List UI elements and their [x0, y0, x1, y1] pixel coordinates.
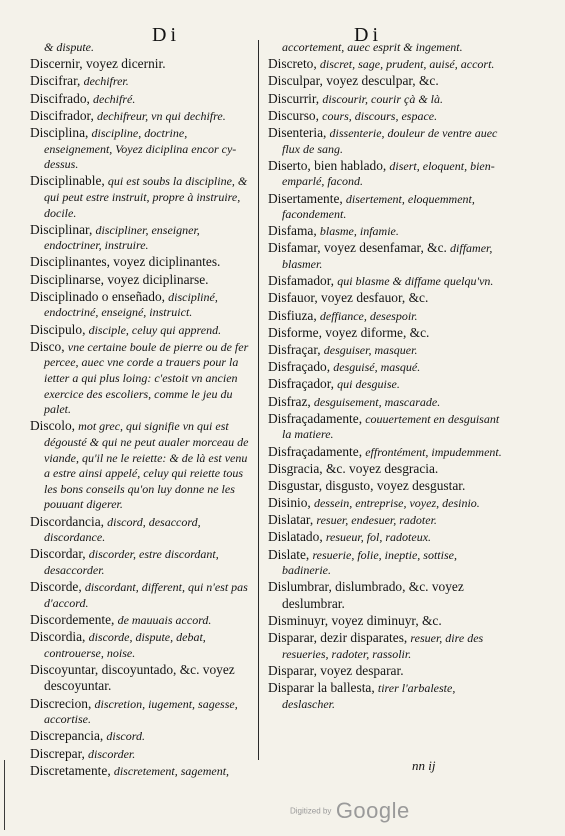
entry-headword: Discurrir,	[268, 90, 320, 106]
dictionary-entry	[268, 125, 504, 157]
entry-translation: discretement, sagement,	[113, 763, 230, 778]
entry-translation: dissenterie, douleur de ventre auec flux de sang.	[282, 125, 498, 156]
entry-translation: desguiser, masquer.	[323, 343, 418, 357]
dictionary-entry	[30, 289, 252, 321]
entry-headword: Discolo,	[30, 418, 76, 434]
dictionary-entry	[268, 240, 504, 272]
dictionary-entry	[268, 630, 504, 662]
dictionary-entry	[30, 173, 252, 221]
entry-headword: Disculpar, voyez desculpar, &c.	[268, 73, 439, 89]
entry-translation: disciple, celuy qui apprend.	[88, 322, 222, 337]
entry-translation: vne certaine boule de pierre ou de fer percee, auec vne corde a trauers pour la ietter a qui plus loing: c'estoit vn ancien exercice des escoliers, comme le jeu du palet.	[44, 339, 249, 417]
entry-translation: mot grec, qui signifie vn qui est dégousté & qui ne peut aualer morceau de viande, qu'il ne le reiette: & de là est venu a estre ainsi appelé, celuy qui reiette tous les bons conseils qu'on luy donne ne les pouuant digerer.	[44, 419, 249, 512]
entry-headword: Discifrado,	[30, 90, 90, 106]
dictionary-entry	[268, 191, 504, 223]
entry-headword: Disinio,	[268, 495, 311, 511]
entry-translation: discipliné, endoctriné, enseigné, instruict.	[44, 289, 218, 320]
entry-translation: accortement, auec esprit & ingement.	[282, 40, 463, 54]
dictionary-entry	[30, 339, 252, 418]
dictionary-entry	[30, 728, 252, 745]
entry-translation: resuer, dire des resueries, radoter, rassolir.	[282, 631, 484, 661]
entry-headword: Disfamador,	[268, 273, 335, 289]
running-head-left: Di	[152, 24, 180, 46]
entry-translation: discord, desaccord, discordance.	[44, 514, 201, 545]
dictionary-entry	[30, 612, 252, 629]
dictionary-entry	[268, 461, 504, 478]
dictionary-entry	[30, 322, 252, 339]
entry-headword: Disenteria,	[268, 124, 327, 140]
dictionary-entry	[268, 411, 504, 443]
dictionary-entry	[30, 418, 252, 513]
entry-headword: Dislatar,	[268, 512, 314, 528]
dictionary-entry	[30, 629, 252, 661]
dictionary-entry	[268, 478, 504, 495]
dictionary-entry	[268, 579, 504, 612]
entry-headword: Discrepar,	[30, 745, 85, 761]
dictionary-entry	[268, 663, 504, 680]
entry-translation: dechifreur, vn qui dechifre.	[96, 108, 226, 123]
entry-headword: Disco,	[30, 338, 65, 354]
entry-translation: discorder.	[88, 746, 136, 761]
dictionary-entry	[268, 342, 504, 359]
dictionary-entry	[30, 546, 252, 578]
entry-headword: Disfamar, voyez desenfamar, &c.	[268, 240, 447, 256]
dictionary-entry	[30, 763, 252, 780]
entry-headword: Discifrar,	[30, 73, 81, 89]
entry-headword: Disfraçar,	[268, 342, 321, 357]
running-head-right: Di	[354, 24, 382, 46]
signature-mark: nn ij	[412, 758, 436, 773]
entry-headword: Disfraçadamente,	[268, 443, 363, 459]
entry-translation: discret, sage, prudent, auisé, accort.	[319, 57, 495, 72]
dictionary-entry	[268, 223, 504, 240]
dictionary-entry	[30, 254, 252, 271]
entry-headword: Discrepancia,	[30, 728, 104, 744]
dictionary-entry	[268, 394, 504, 411]
entry-headword: Disciplinar,	[30, 221, 93, 237]
dictionary-entry	[268, 547, 504, 579]
dictionary-entry	[30, 222, 252, 254]
dictionary-entry	[30, 56, 252, 73]
dictionary-entry	[268, 444, 504, 461]
entry-headword: Disfraçador,	[268, 376, 335, 392]
entry-translation: resuerie, folie, ineptie, sottise, badinerie.	[282, 547, 457, 578]
entry-translation: discord.	[106, 729, 145, 744]
watermark-prefix: Digitized by	[290, 806, 332, 816]
entry-headword: Disgustar, disgusto, voyez desgustar.	[268, 477, 466, 493]
entry-headword: Disminuyr, voyez diminuyr, &c.	[268, 613, 442, 629]
dictionary-entry	[30, 662, 252, 695]
dictionary-entry	[30, 514, 252, 546]
entry-translation: dessein, entreprise, voyez, desinio.	[313, 496, 480, 511]
entry-headword: Disfama,	[268, 223, 317, 239]
entry-headword: Discordia,	[30, 629, 86, 645]
entry-translation: deffiance, desespoir.	[319, 308, 418, 323]
entry-headword: Disciplinable,	[30, 173, 105, 189]
entry-translation: disertement, eloquemment, facondement.	[282, 191, 475, 222]
entry-headword: Disfraz,	[268, 393, 311, 409]
entry-headword: Disforme, voyez diforme, &c.	[268, 324, 430, 340]
entry-translation: resuer, endesuer, radoter.	[316, 513, 437, 528]
entry-headword: Discurso,	[268, 107, 319, 123]
entry-headword: Disparar la ballesta,	[268, 680, 375, 696]
dictionary-entry	[268, 56, 504, 73]
dictionary-entry	[268, 273, 504, 290]
dictionary-entry	[268, 40, 504, 56]
dictionary-entry	[268, 91, 504, 108]
entry-translation: dechifrer.	[83, 74, 129, 89]
dictionary-entry	[30, 746, 252, 763]
entry-headword: Disfiuza,	[268, 307, 317, 323]
entry-headword: Discernir, voyez dicernir.	[30, 56, 166, 72]
entry-translation: & dispute.	[44, 40, 94, 54]
dictionary-entry	[268, 108, 504, 125]
entry-translation: discipliner, enseigner, endoctriner, instruire.	[44, 222, 200, 253]
dictionary-entry	[268, 325, 504, 342]
entry-headword: Disciplinado o enseñado,	[30, 288, 165, 304]
entry-headword: Dislumbrar, dislumbrado, &c. voyez deslumbrar.	[268, 579, 464, 612]
digitized-watermark	[290, 798, 410, 824]
entry-headword: Discordar,	[30, 546, 86, 562]
dictionary-entry	[268, 290, 504, 307]
dictionary-entry	[268, 359, 504, 376]
dictionary-entry	[30, 696, 252, 728]
page-edge-line	[4, 760, 5, 830]
entry-translation: qui desguise.	[337, 377, 400, 392]
entry-translation: qui est soubs la discipline, & qui peut estre instruit, propre à instruire, docile.	[44, 174, 248, 220]
entry-headword: Discipulo,	[30, 321, 86, 337]
dictionary-entry	[268, 529, 504, 546]
dictionary-entry	[268, 512, 504, 529]
entry-translation: qui blasme & diffame quelqu'vn.	[337, 274, 494, 289]
dictionary-entry	[30, 108, 252, 125]
entry-headword: Discifrador,	[30, 107, 94, 123]
entry-headword: Diserto, bien hablado,	[268, 157, 387, 173]
entry-headword: Disfraçado,	[268, 359, 331, 375]
entry-headword: Discretamente,	[30, 762, 111, 778]
dictionary-entry	[268, 613, 504, 630]
dictionary-entry	[268, 376, 504, 393]
entry-headword: Disgracia, &c. voyez desgracia.	[268, 460, 439, 476]
entry-headword: Discoyuntar, discoyuntado, &c. voyez descoyuntar.	[30, 661, 235, 694]
column-divider	[258, 40, 259, 760]
dictionary-entry	[268, 680, 504, 712]
entry-headword: Dislate,	[268, 546, 310, 562]
entry-translation: discourir, courir çà & là.	[322, 91, 443, 106]
entry-headword: Disparar, dezir disparates,	[268, 630, 408, 646]
dictionary-entry	[268, 308, 504, 325]
entry-translation: effrontément, impudemment.	[365, 444, 502, 459]
entry-headword: Disfauor, voyez desfauor, &c.	[268, 290, 429, 306]
left-column	[30, 40, 252, 780]
entry-headword: Disertamente,	[268, 190, 343, 206]
dictionary-entry	[268, 495, 504, 512]
entry-headword: Disparar, voyez desparar.	[268, 663, 404, 679]
entry-translation: blasme, infamie.	[319, 224, 399, 239]
dictionary-entry	[30, 272, 252, 289]
entry-translation: diffamer, blasmer.	[282, 241, 493, 272]
entry-translation: couuertement en desguisant la matiere.	[282, 411, 500, 442]
dictionary-entry	[30, 125, 252, 173]
watermark-brand: Google	[335, 798, 410, 823]
entry-translation: cours, discours, espace.	[322, 108, 438, 123]
dictionary-entry	[30, 91, 252, 108]
entry-translation: desguisement, mascarade.	[313, 394, 441, 409]
entry-translation: discorde, dispute, debat, controuerse, noise.	[44, 630, 206, 660]
entry-translation: discipline, doctrine, enseignement, Voyez diciplina encor cy-dessus.	[44, 125, 237, 172]
entry-translation: de mauuais accord.	[117, 612, 212, 627]
entry-translation: tirer l'arbaleste, deslascher.	[282, 681, 456, 711]
entry-headword: Disfraçadamente,	[268, 410, 363, 426]
entry-headword: Discordancia,	[30, 513, 104, 529]
entry-translation: discretion, iugement, sagesse, accortise.	[44, 696, 238, 727]
entry-headword: Discreto,	[268, 56, 317, 72]
dictionary-entry	[30, 73, 252, 90]
entry-translation: discorder, estre discordant, desaccorder.	[44, 547, 219, 577]
dictionary-entry	[268, 73, 504, 90]
entry-translation: dechifré.	[93, 91, 136, 106]
entry-headword: Disciplina,	[30, 124, 89, 140]
entry-headword: Discrecion,	[30, 695, 92, 711]
right-column	[268, 40, 504, 713]
entry-translation: disert, eloquent, bien-emparlé, facond.	[282, 158, 495, 189]
entry-translation: discordant, different, qui n'est pas d'accord.	[44, 580, 248, 610]
entry-headword: Discordemente,	[30, 611, 115, 627]
dictionary-entry	[30, 579, 252, 611]
entry-headword: Disciplinantes, voyez diciplinantes.	[30, 254, 221, 270]
entry-headword: Dislatado,	[268, 529, 323, 545]
entry-translation: desguisé, masqué.	[333, 360, 421, 375]
entry-headword: Disciplinarse, voyez diciplinarse.	[30, 271, 209, 287]
entry-headword: Discorde,	[30, 579, 82, 595]
dictionary-entry	[30, 40, 252, 56]
entry-translation: resueur, fol, radoteux.	[325, 530, 432, 545]
dictionary-entry	[268, 158, 504, 190]
